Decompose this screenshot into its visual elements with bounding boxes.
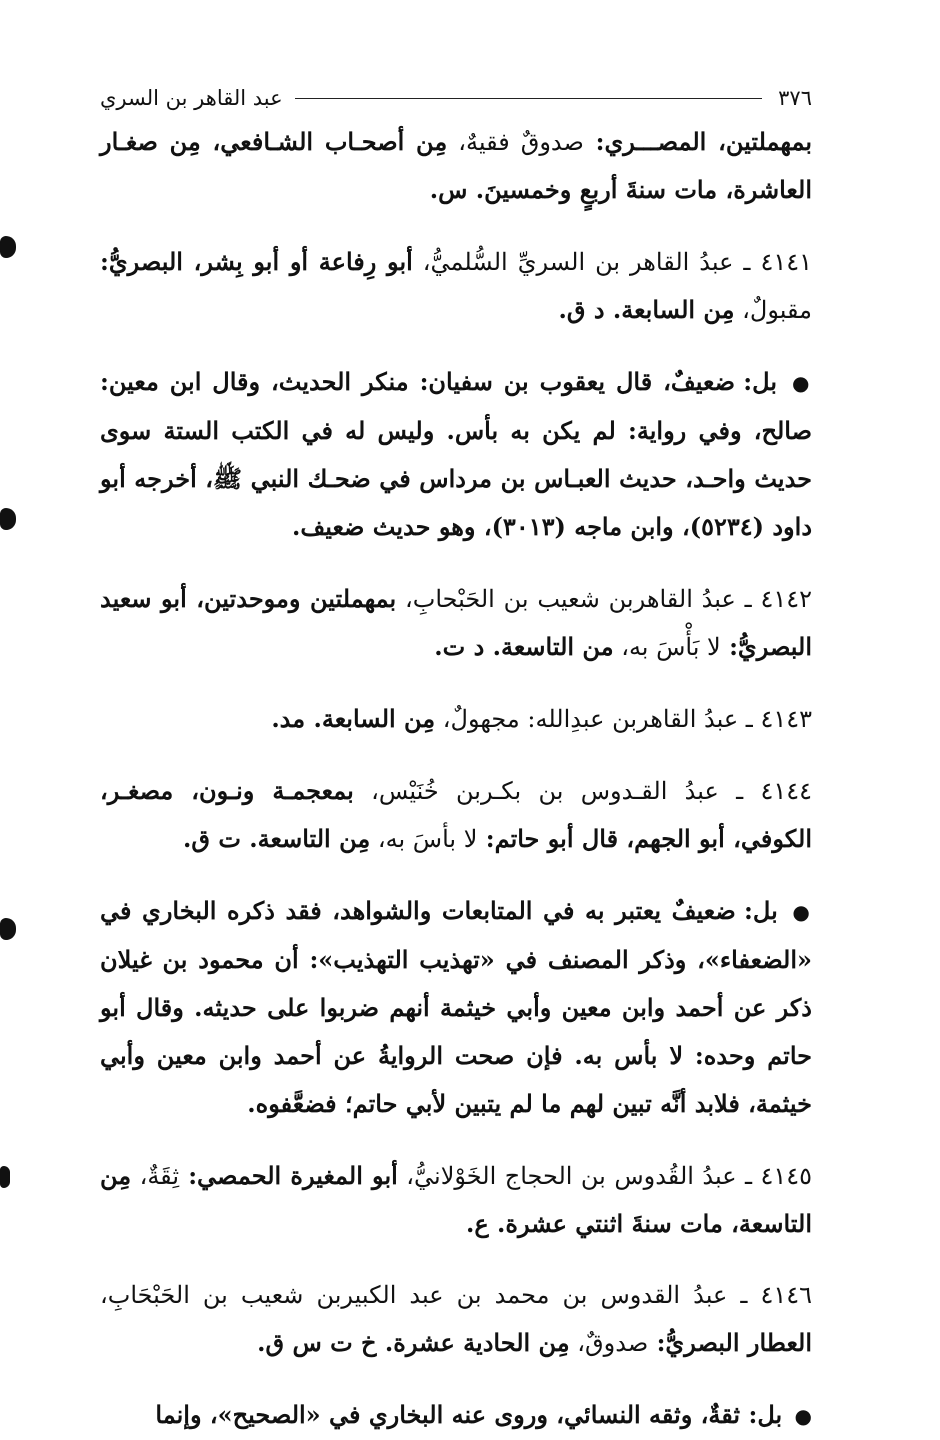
commentary-paragraph (100, 1391, 812, 1440)
text-run: مِن الحادية عشرة. خ ت س ق. (257, 1328, 570, 1357)
margin-ink-mark (0, 236, 16, 258)
text-run: بل: ضعيفٌ، قال يعقوب بن سفيان: منكر الحديث، وقال ابن معين: صالح، وفي رواية: لم يكن به بأس. وليس له في الكتب الستة سوى حديث واحـد، حديث العبـاس بن مرداس في ضحـك النبي ﷺ، أخرجه أبو داود (٥٢٣٤)، وابن ماجه (٣٠١٣)، وهو حديث ضعيف. (100, 367, 812, 541)
text-run: أبو المغيرة الحمصي: (179, 1161, 398, 1190)
text-run: بل: ضعيفٌ يعتبر به في المتابعات والشواهد، فقد ذكره البخاري في «الضعفاء»، وذكر المصنف في «تهذيب التهذيب»: أن محمود بن غيلان ذكر عن أحمد وابن معين وأبي خيثمة أنهم ضربوا على حديثه. وقال أبو حاتم وحده: لا بأس به. فإن صحت الروايةُ عن أحمد وابن معين وأبي خيثمة، فلابد أنَّه تبين لهم ما لم يتبين لأبي حاتم؛ فضعَّفوه. (100, 896, 812, 1118)
text-run: ٤١٤٥ ـ عبدُ القُدوس بن الحجاج الخَوْلانيُّ، (397, 1162, 813, 1190)
text-run: أبو رِفاعة أو أبو بِشر، البصريُّ: (100, 247, 413, 276)
text-run: بل: ثقةٌ، وثقه النسائي، وروى عنه البخاري في «الصحيح»، وإنما (155, 1400, 783, 1429)
biography-entry (100, 695, 812, 743)
text-run: من التاسعة. د ت. (434, 632, 614, 661)
text-run: مِن التاسعة. ت ق. (183, 824, 371, 853)
continued-paragraph (100, 118, 812, 214)
text-run: ٤١٤٤ ـ عبدُ القـدوس بن بكـربن خُنَيْس، (353, 777, 812, 805)
text-run: ٤١٤١ ـ عبدُ القاهر بن السريِّ السُّلميُّ، (412, 248, 812, 276)
text-run: لا بأسَ به، (370, 825, 478, 853)
text-run: مِن السابعة. د ق. (558, 295, 735, 324)
page-header (100, 80, 812, 116)
text-run: العطار البصريُّ: (648, 1328, 812, 1357)
text-run: بمهملتين، المصـــري: (583, 127, 813, 156)
running-title: عبد القاهر بن السري (100, 86, 283, 110)
page-body (100, 118, 812, 1440)
text-run: لا بَأْسَ به، (613, 633, 721, 661)
biography-entry (100, 238, 812, 334)
commentary-paragraph (100, 887, 812, 1128)
text-run: مِن أصحـاب الشـافعي، مِن صغـار العاشرة، مات سنةَ أربعٍ وخمسينَ. س. (100, 127, 812, 204)
text-run: ثِقَةٌ، (131, 1162, 180, 1190)
bullet-icon: ● (783, 371, 812, 395)
biography-entry (100, 767, 812, 863)
text-run: بمعجمـة ونـون، مصغـر، الكوفي، أبو الجهم، قال أبو حاتم: (100, 776, 812, 853)
page-number: ٣٧٦ (778, 86, 812, 110)
bullet-icon: ● (783, 900, 812, 924)
text-run: مقبولٌ، (734, 296, 812, 324)
margin-ink-mark (0, 508, 16, 530)
text-run: مِن السابعة. مد. (271, 704, 436, 733)
text-run: مِن التاسعة، مات سنةَ اثنتي عشرة. ع. (100, 1161, 812, 1238)
commentary-paragraph (100, 358, 812, 551)
margin-ink-mark (0, 1166, 10, 1188)
header-rule (295, 98, 763, 99)
text-run: بمهملتين وموحدتين، أبو سعيد البصريُّ: (100, 584, 812, 661)
text-run: ٤١٤٣ ـ عبدُ القاهربن عبدِالله: مجهولٌ، (435, 705, 812, 733)
text-run: صدوقٌ، (569, 1329, 649, 1357)
biography-entry (100, 1272, 812, 1367)
bullet-icon: ● (788, 1404, 812, 1428)
margin-ink-mark (0, 918, 16, 940)
book-page (100, 80, 812, 1440)
text-run: ٤١٤٢ ـ عبدُ القاهربن شعيب بن الحَبْحابِ، (396, 585, 812, 613)
text-run: صدوقٌ فقيهٌ، (447, 128, 584, 156)
biography-entry (100, 575, 812, 671)
biography-entry (100, 1152, 812, 1248)
text-run: ٤١٤٦ ـ عبدُ القدوس بن محمد بن عبد الكبيربن شعيب بن الحَبْحَابِ، (100, 1281, 812, 1309)
